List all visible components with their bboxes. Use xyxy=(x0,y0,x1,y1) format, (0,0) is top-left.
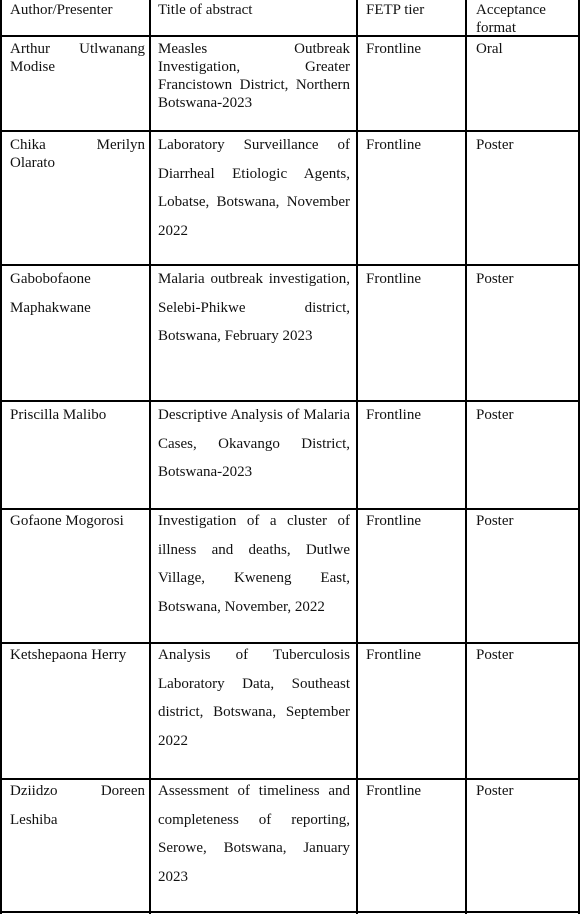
author-cell: Arthur Utlwanang Modise xyxy=(10,41,145,75)
header-author: Author/Presenter xyxy=(10,2,113,18)
bottom-rule xyxy=(0,911,580,913)
column-rule xyxy=(578,0,580,914)
author-cell: Priscilla Malibo xyxy=(10,407,107,423)
format-cell: Poster xyxy=(476,647,514,663)
format-cell: Poster xyxy=(476,513,514,529)
header-format: Acceptance format xyxy=(476,2,546,36)
title-cell: Measles Outbreak Investigation, Greater Francistown District, Northern Botswana-2023 xyxy=(158,41,350,111)
title-cell: Assessment of timeliness and completeness of reporting, Serowe, Botswana, January 2023 xyxy=(158,783,350,885)
tier-cell: Frontline xyxy=(366,513,421,529)
format-cell: Poster xyxy=(476,271,514,287)
tier-cell: Frontline xyxy=(366,407,421,423)
tier-cell: Frontline xyxy=(366,41,421,57)
title-cell: Laboratory Surveillance of Diarrheal Etiologic Agents, Lobatse, Botswana, November 2022 xyxy=(158,137,350,239)
column-rule xyxy=(356,0,358,914)
header-title: Title of abstract xyxy=(158,2,253,18)
format-cell: Poster xyxy=(476,137,514,153)
title-cell: Descriptive Analysis of Malaria Cases, Okavango District, Botswana-2023 xyxy=(158,407,350,480)
tier-cell: Frontline xyxy=(366,271,421,287)
tier-cell: Frontline xyxy=(366,647,421,663)
author-cell: Dziidzo Doreen Leshiba xyxy=(10,783,145,828)
format-cell: Oral xyxy=(476,41,503,57)
author-cell: Gofaone Mogorosi xyxy=(10,513,124,529)
author-cell: Gabobofaone Maphakwane xyxy=(10,271,91,316)
column-rule xyxy=(0,0,2,914)
format-cell: Poster xyxy=(476,783,514,799)
tier-cell: Frontline xyxy=(366,783,421,799)
title-cell: Malaria outbreak investigation, Selebi-Phikwe district, Botswana, February 2023 xyxy=(158,271,350,344)
author-cell: Ketshepaona Herry xyxy=(10,647,127,663)
header-tier: FETP tier xyxy=(366,2,425,18)
tier-cell: Frontline xyxy=(366,137,421,153)
column-rule xyxy=(465,0,467,914)
format-cell: Poster xyxy=(476,407,514,423)
author-cell: Chika Merilyn Olarato xyxy=(10,137,145,171)
title-cell: Analysis of Tuberculosis Laboratory Data, Southeast district, Botswana, September 2022 xyxy=(158,647,350,749)
title-cell: Investigation of a cluster of illness and deaths, Dutlwe Village, Kweneng East, Botswana, November, 2022 xyxy=(158,513,350,615)
column-rule xyxy=(149,0,151,914)
